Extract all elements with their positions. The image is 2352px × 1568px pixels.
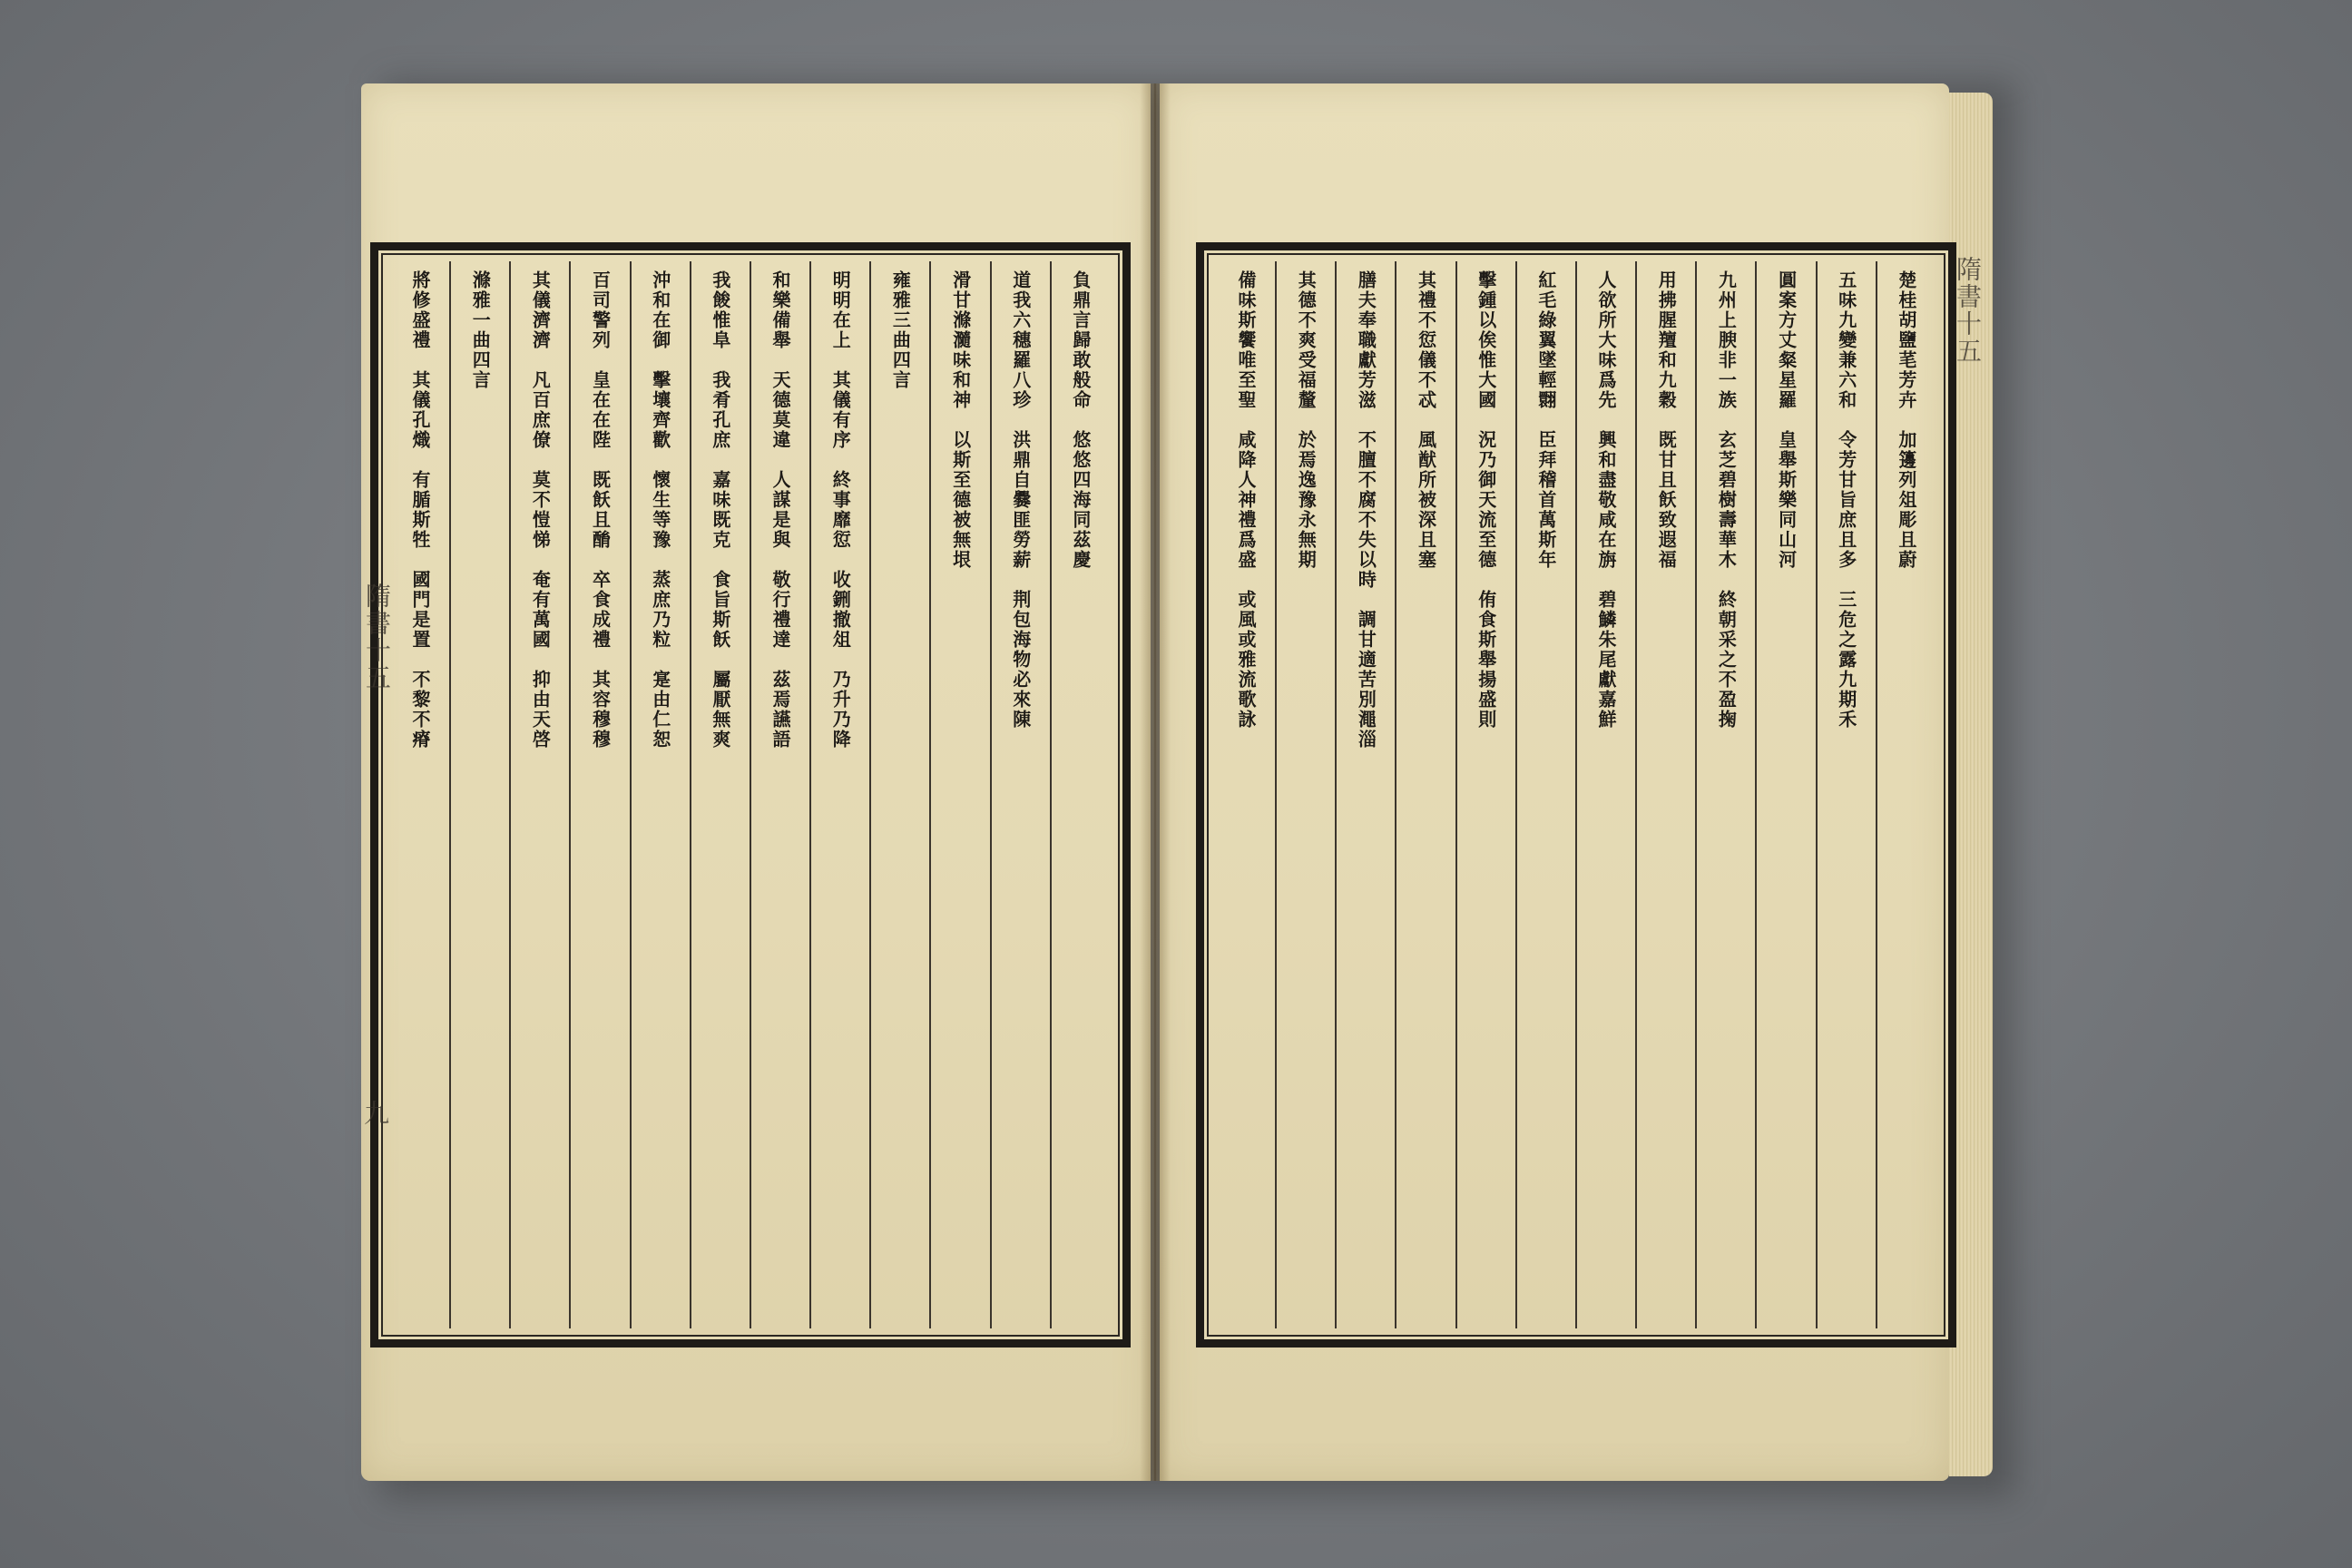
text-column [1455,261,1515,1328]
column-text: 楚桂胡鹽芼芳卉 加籩列俎彫且蔚 [1895,270,1917,570]
column-text: 滑甘滌瀡味和神 以斯至德被無垠 [949,270,972,570]
column-text: 人欲所大味爲先 興和盡敬咸在旃 碧鱗朱尾獻嘉鮮 [1595,270,1618,730]
text-column [1217,261,1275,1328]
text-column [1275,261,1335,1328]
text-column [569,261,629,1328]
left-columns [391,261,1110,1328]
page-number-strip [359,1100,390,1154]
section-heading: 滌雅一曲四言 [469,270,492,390]
column-text: 明明在上 其儀有序 終事靡愆 收鉶撤俎 乃升乃降 [829,270,852,750]
column-text: 將修盛禮 其儀孔熾 有腯斯牲 國門是置 不黎不瘠 [409,270,432,750]
column-text: 五味九變兼六和 令芳甘旨庶且多 三危之露九期禾 [1835,270,1857,730]
margin-label: 隋書十五 [362,583,392,691]
text-column [1695,261,1755,1328]
text-column [449,261,509,1328]
text-column [509,261,569,1328]
left-text-frame [370,242,1131,1348]
text-column [1515,261,1575,1328]
column-text: 其儀濟濟 凡百庶僚 莫不愷悌 奄有萬國 抑由天啓 [529,270,552,750]
column-text: 九州上腴非一族 玄芝碧樹壽華木 終朝采之不盈掬 [1715,270,1738,730]
column-text: 膳夫奉職獻芳滋 不膻不腐不失以時 調甘適苦別澠淄 [1355,270,1377,750]
text-column [1575,261,1635,1328]
right-margin-strip [1949,256,1985,728]
column-text: 百司警列 皇在在陛 既飫且酳 卒食成禮 其容穆穆 [589,270,612,750]
left-margin-strip [361,583,392,1091]
right-text-frame [1196,242,1956,1348]
column-text: 和樂備舉 天德莫違 人謀是與 敬行禮達 茲焉讌語 [769,270,792,750]
text-column [1816,261,1876,1328]
text-column [1635,261,1695,1328]
page-number: 九 [360,1100,390,1127]
column-text: 道我六穗羅八珍 洪鼎自爨匪勞薪 荆包海物必來陳 [1009,270,1032,730]
text-column [690,261,750,1328]
text-column [869,261,929,1328]
column-text: 紅毛綠翼墜輕翾 臣拜稽首萬斯年 [1534,270,1557,570]
column-text: 我餕惟阜 我肴孔庶 嘉味既克 食旨斯飫 屬厭無爽 [709,270,731,750]
text-column [1050,261,1110,1328]
margin-label: 隋書十五 [1953,256,1983,365]
column-text: 負鼎言歸敢般命 悠悠四海同茲慶 [1069,270,1092,570]
text-column [929,261,989,1328]
book-gutter [1140,83,1171,1481]
column-text: 擊鍾以俟惟大國 況乃御天流至德 侑食斯舉揚盛則 [1475,270,1497,730]
column-text: 用拂腥羶和九穀 既甘且飫致遐福 [1655,270,1678,570]
text-column [809,261,869,1328]
column-text: 其德不爽受福釐 於焉逸豫永無期 [1295,270,1318,570]
column-text: 沖和在御 擊壤齊歡 懷生等豫 蒸庶乃粒 寔由仁恕 [649,270,671,750]
column-text: 其禮不愆儀不忒 風猷所被深且塞 [1415,270,1437,570]
text-column [990,261,1050,1328]
text-column [630,261,690,1328]
text-column [1395,261,1455,1328]
open-book [361,56,2000,1470]
text-column [391,261,449,1328]
text-column [1876,261,1936,1328]
right-columns [1217,261,1936,1328]
text-column [1755,261,1815,1328]
text-column [750,261,809,1328]
section-heading: 雍雅三曲四言 [889,270,912,390]
column-text: 備味斯饗唯至聖 咸降人神禮爲盛 或風或雅流歌詠 [1235,270,1258,730]
text-column [1335,261,1395,1328]
column-text: 圓案方丈粲星羅 皇舉斯樂同山河 [1775,270,1798,570]
